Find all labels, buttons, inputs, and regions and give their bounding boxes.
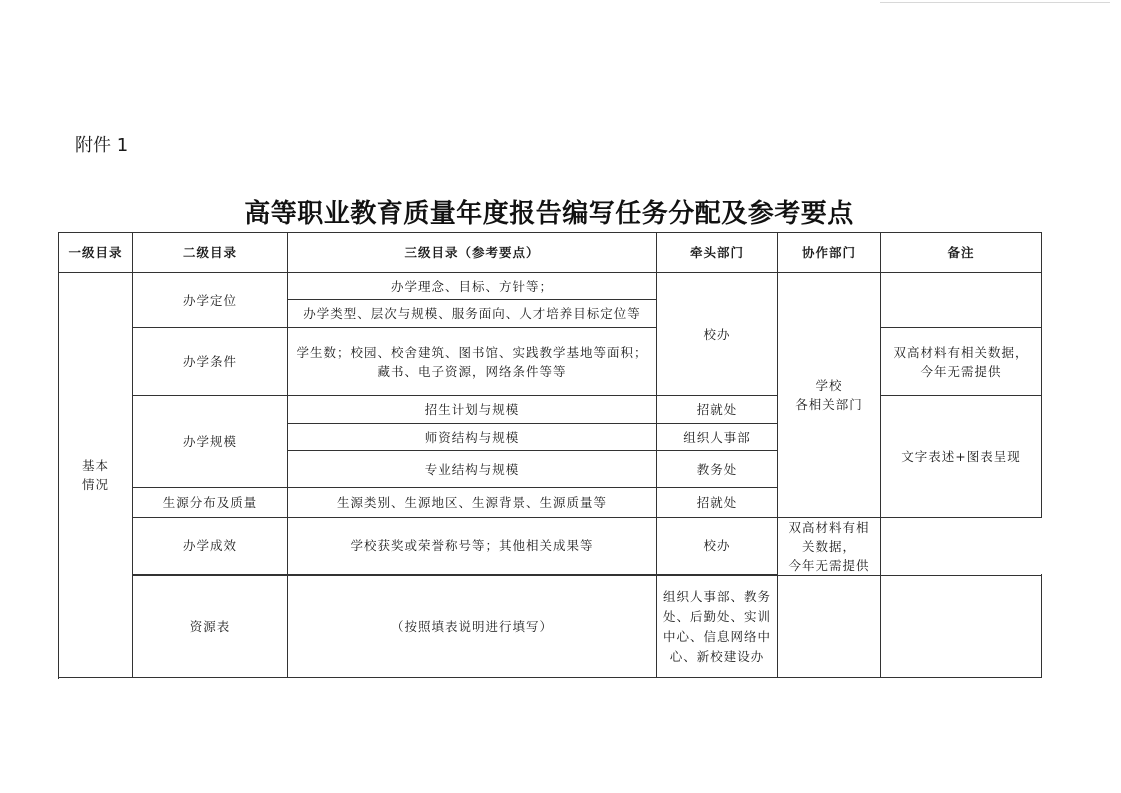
notes-line: 今年无需提供	[920, 363, 1002, 379]
header-level3: 三级目录（参考要点）	[288, 233, 657, 273]
level1-line: 情况	[81, 477, 109, 492]
scan-edge-line	[880, 2, 1110, 3]
level2-shengyuan: 生源分布及质量	[133, 488, 288, 518]
header-coop-dept: 协作部门	[778, 233, 881, 273]
level2-ziyuan: 资源表	[133, 576, 288, 678]
cooperation-cell	[778, 273, 881, 518]
level3-item: 学校获奖或荣誉称号等；其他相关成果等	[288, 518, 657, 575]
notes-text-chart: 文字表述+图表呈现	[881, 396, 1042, 518]
notes-line: 双高材料有相关数据，	[893, 344, 1029, 360]
header-notes: 备注	[881, 233, 1042, 273]
level3-item: 办学理念、目标、方针等；	[288, 273, 657, 300]
level2-chengxiao: 办学成效	[133, 518, 288, 575]
task-allocation-table	[58, 232, 1042, 678]
level3-item: （按照填表说明进行填写）	[288, 576, 657, 678]
level2-guimo: 办学规模	[133, 396, 288, 488]
header-row	[59, 233, 1042, 273]
lead-dept: 组织人事部	[657, 424, 778, 451]
notes-line: 双高材料有相关数据，	[788, 520, 870, 554]
level3-line: 藏书、电子资源，网络条件等等	[377, 363, 567, 379]
level3-item: 专业结构与规模	[288, 451, 657, 488]
notes-empty	[881, 576, 1042, 678]
level2-tiaojian: 办学条件	[133, 328, 288, 396]
lead-dept: 教务处	[657, 451, 778, 488]
lead-dept-multi	[657, 576, 778, 678]
notes-empty	[881, 273, 1042, 328]
header-lead-dept: 牵头部门	[657, 233, 778, 273]
cooperation-empty	[778, 576, 881, 678]
level3-line: 学生数；校园、校舍建筑、图书馆、实践教学基地等面积；	[296, 344, 648, 360]
lead-dept: 招就处	[657, 488, 778, 518]
table-row	[59, 396, 1042, 424]
lead-line: 处、后勤处、实训	[663, 608, 772, 624]
table-row	[59, 273, 1042, 300]
page-title: 高等职业教育质量年度报告编写任务分配及参考要点	[244, 199, 854, 229]
attachment-label: 附件 1	[75, 135, 129, 156]
lead-xiaoban: 校办	[657, 273, 778, 396]
table-row	[59, 518, 1042, 575]
level3-item: 师资结构与规模	[288, 424, 657, 451]
header-level1: 一级目录	[59, 233, 133, 273]
lead-line: 心、新校建设办	[669, 648, 765, 664]
cooperation-line: 各相关部门	[795, 397, 863, 412]
level2-dingwei: 办学定位	[133, 273, 288, 328]
table-row	[59, 328, 1042, 396]
lead-line: 组织人事部、教务	[663, 588, 772, 604]
level1-cell	[59, 273, 133, 678]
header-level2: 二级目录	[133, 233, 288, 273]
lead-dept: 校办	[657, 518, 778, 575]
level3-item: 招生计划与规模	[288, 396, 657, 424]
level3-item: 办学类型、层次与规模、服务面向、人才培养目标定位等	[288, 300, 657, 328]
level1-line: 基本	[81, 458, 109, 473]
lead-line: 中心、信息网络中	[663, 628, 772, 644]
cooperation-line: 学校	[815, 378, 843, 393]
notes-line: 今年无需提供	[788, 558, 870, 573]
level3-item: 生源类别、生源地区、生源背景、生源质量等	[288, 488, 657, 518]
level3-item	[288, 328, 657, 396]
notes-no-data	[778, 518, 881, 576]
table-row	[59, 576, 1042, 678]
notes-no-data	[881, 328, 1042, 396]
lead-dept: 招就处	[657, 396, 778, 424]
